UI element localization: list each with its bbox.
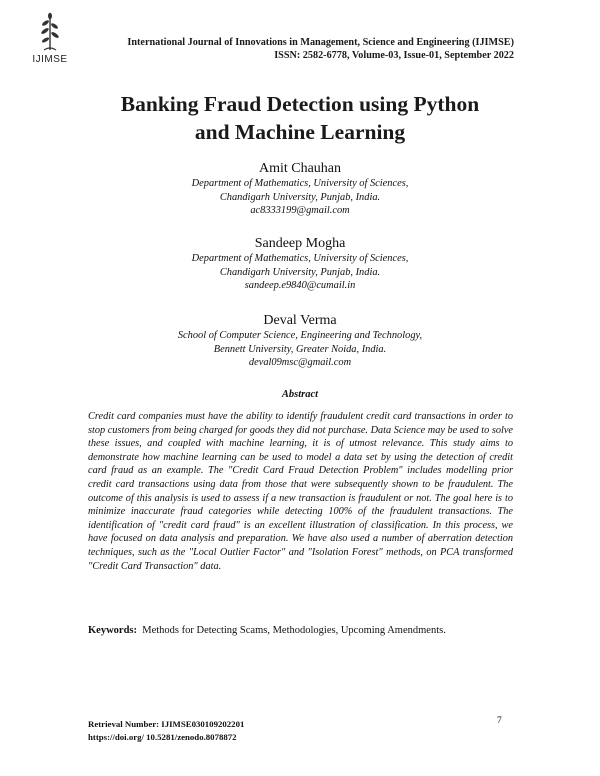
abstract-body: Credit card companies must have the ability to identify fraudulent credit card transactions in order to stop customers from being charged for goods they did not purchase. Data Science may be used to solve these issues, and coupled with machine learning, it is of utmost relevance. This study aims to demonstrate how machine learning can be used to model a data set by using the detection of credit card fraud as an example. The "Credit Card Fraud Detection Problem" includes modelling prior credit card transactions using data from those that were subsequently shown to be fraudulent. The outcome of this analysis is used to assess if a new transaction is fraudulent or not. The goal here is to minimize inaccurate fraud categories while detecting 100% of the fraudulent transactions. The identification of "credit card fraud" is an excellent illustration of classification. In this process, we have focused on data analysis and preparation. We have also used a number of aberration detection techniques, such as the "Local Outlier Factor" and "Isolation Forest" methods, on PCA transformed "Credit Card Transaction" data.: [88, 411, 513, 572]
journal-header: [127, 36, 514, 62]
author-block: [0, 312, 600, 370]
paper-title: [0, 90, 600, 146]
author-block: [0, 160, 600, 218]
title-line-2: and Machine Learning: [194, 120, 406, 144]
author-block: [0, 235, 600, 293]
keywords-label: Keywords:: [88, 625, 137, 636]
author-affiliation: Department of Mathematics, University of Sciences,: [191, 253, 409, 264]
title-line-1: Banking Fraud Detection using Python: [120, 92, 480, 116]
author-email: sandeep.e9840@cumail.in: [244, 280, 356, 291]
author-email: ac8333199@gmail.com: [250, 205, 350, 216]
author-email: deval09msc@gmail.com: [248, 357, 352, 368]
logo-text: IJIMSE: [32, 54, 68, 65]
author-affiliation: Department of Mathematics, University of Sciences,: [191, 178, 409, 189]
keywords: [88, 624, 518, 638]
journal-name: International Journal of Innovations in Management, Science and Engineering (IJIMSE): [127, 37, 514, 48]
footer: [88, 718, 244, 744]
author-affiliation: Chandigarh University, Punjab, India.: [219, 191, 381, 203]
doi-link[interactable]: https://doi.org/ 10.5281/zenodo.8078872: [88, 732, 237, 742]
journal-logo: [28, 12, 72, 65]
journal-issn: ISSN: 2582-6778, Volume-03, Issue-01, September 2022: [274, 50, 514, 61]
author-affiliation: School of Computer Science, Engineering and Technology,: [177, 330, 423, 341]
author-name: Amit Chauhan: [258, 161, 342, 176]
plant-sprout-icon: [39, 12, 61, 52]
abstract-heading: Abstract: [281, 389, 319, 400]
author-name: Sandeep Mogha: [254, 236, 346, 251]
author-affiliation: Chandigarh University, Punjab, India.: [219, 266, 381, 278]
retrieval-number: Retrieval Number: IJIMSE030109202201: [88, 719, 245, 729]
author-name: Deval Verma: [263, 313, 337, 328]
keywords-text: Methods for Detecting Scams, Methodologies, Upcoming Amendments.: [142, 625, 446, 636]
author-affiliation: Bennett University, Greater Noida, India.: [213, 343, 387, 355]
page-number: 7: [497, 716, 502, 726]
